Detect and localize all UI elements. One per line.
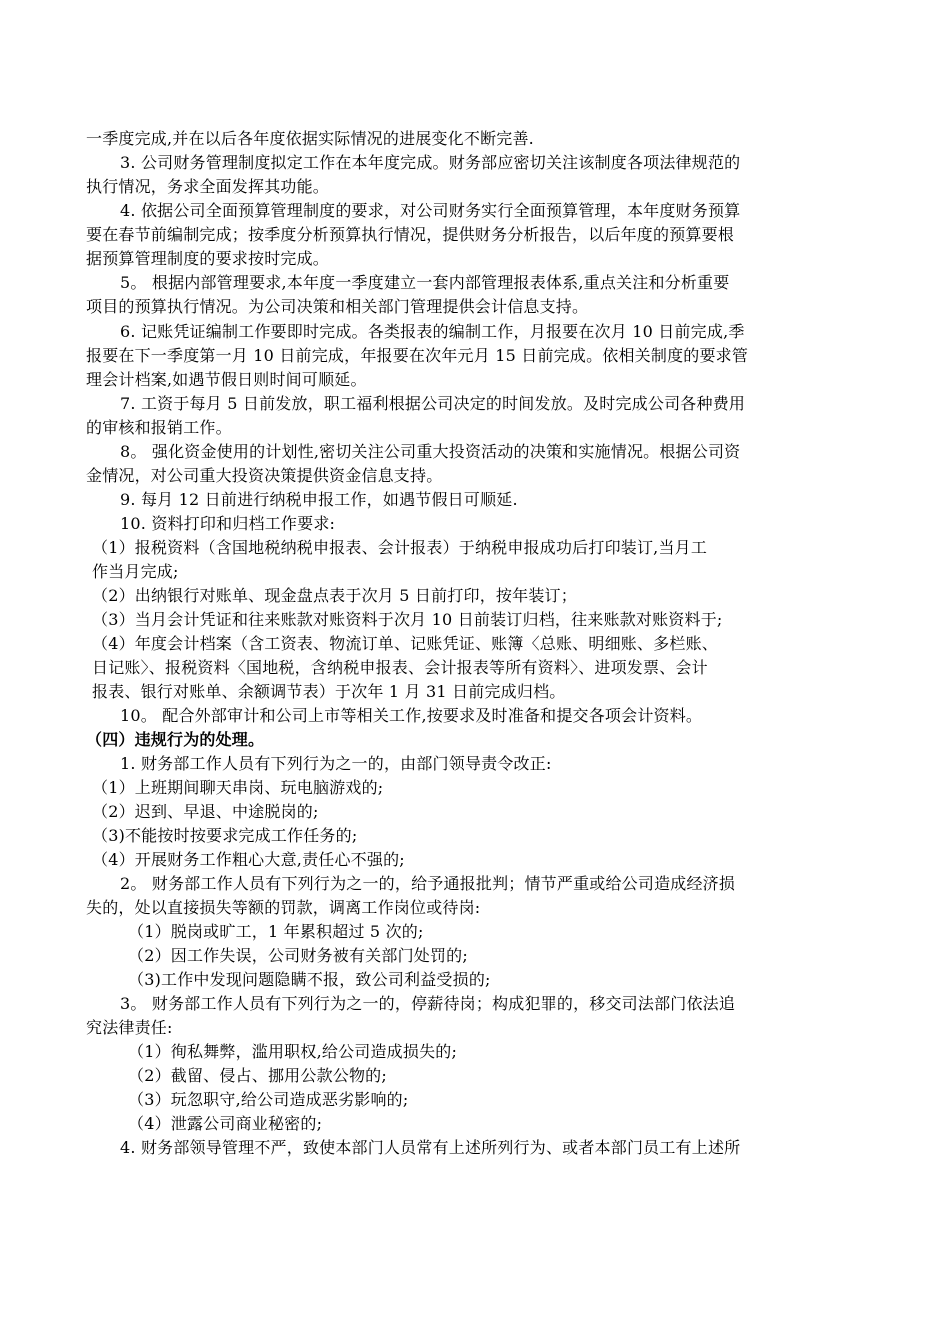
- text-line: 4. 财务部领导管理不严，致使本部门人员常有上述所列行为、或者本部门员工有上述所: [120, 1138, 741, 1157]
- text-line: （4）泄露公司商业秘密的;: [128, 1114, 323, 1133]
- text-line: 项目的预算执行情况。为公司决策和相关部门管理提供会计信息支持。: [86, 297, 589, 316]
- text-line: 4. 依据公司全面预算管理制度的要求，对公司财务实行全面预算管理，本年度财务预算: [120, 201, 741, 220]
- text-line: （3)不能按时按要求完成工作任务的;: [92, 826, 358, 845]
- text-line: 2。 财务部工作人员有下列行为之一的，给予通报批判；情节严重或给公司造成经济损: [120, 874, 736, 893]
- text-line: （2）因工作失误，公司财务被有关部门处罚的;: [128, 946, 468, 965]
- text-line: （2）迟到、早退、中途脱岗的;: [92, 802, 319, 821]
- text-line: （4）年度会计档案（含工资表、物流订单、记账凭证、账簿〈总账、明细账、多栏账、: [92, 634, 718, 653]
- text-line: （2）出纳银行对账单、现金盘点表于次月 5 日前打印，按年装订；: [92, 586, 577, 605]
- text-line: （3)工作中发现问题隐瞒不报，致公司利益受损的;: [128, 970, 491, 989]
- text-line: 9. 每月 12 日前进行纳税申报工作，如遇节假日可顺延.: [120, 490, 518, 509]
- text-line: 理会计档案,如遇节假日则时间可顺延。: [86, 370, 367, 389]
- text-line: 要在春节前编制完成；按季度分析预算执行情况，提供财务分析报告，以后年度的预算要根: [86, 225, 735, 244]
- text-line: （1）脱岗或旷工，1 年累积超过 5 次的;: [128, 922, 424, 941]
- text-line: 究法律责任:: [86, 1018, 173, 1037]
- text-line: 报要在下一季度第一月 10 日前完成，年报要在次年元月 15 日前完成。依相关制度的要求管: [86, 346, 749, 365]
- text-line: （2）截留、侵占、挪用公款公物的;: [128, 1066, 387, 1085]
- text-line: 一季度完成,并在以后各年度依据实际情况的进展变化不断完善.: [86, 129, 534, 148]
- text-line: 的审核和报销工作。: [86, 418, 232, 437]
- text-line: （3）玩忽职守,给公司造成恶劣影响的;: [128, 1090, 409, 1109]
- text-line: 10. 资料打印和归档工作要求:: [120, 514, 336, 533]
- text-line: 日记账〉、报税资料〈国地税，含纳税申报表、会计报表等所有资料〉、进项发票、会计: [92, 658, 708, 677]
- text-line: （4）开展财务工作粗心大意,责任心不强的;: [92, 850, 405, 869]
- text-line: （3）当月会计凭证和往来账款对账资料于次月 10 日前装订归档，往来账款对账资料于;: [92, 610, 723, 629]
- text-line: （1）徇私舞弊，滥用职权,给公司造成损失的;: [128, 1042, 458, 1061]
- text-line: 失的，处以直接损失等额的罚款，调离工作岗位或待岗:: [86, 898, 481, 917]
- text-line: 3. 公司财务管理制度拟定工作在本年度完成。财务部应密切关注该制度各项法律规范的: [120, 153, 741, 172]
- text-line: 7. 工资于每月 5 日前发放，职工福利根据公司决定的时间发放。及时完成公司各种费用: [120, 394, 746, 413]
- text-line: 6. 记账凭证编制工作要即时完成。各类报表的编制工作，月报要在次月 10 日前完成,季: [120, 322, 745, 341]
- text-line: 5。 根据内部管理要求,本年度一季度建立一套内部管理报表体系,重点关注和分析重要: [120, 273, 730, 292]
- text-line: （1）报税资料（含国地税纳税申报表、会计报表）于纳税申报成功后打印装订,当月工: [92, 538, 708, 557]
- section-heading: （四）违规行为的处理。: [86, 730, 265, 749]
- text-line: 金情况，对公司重大投资决策提供资金信息支持。: [86, 466, 443, 485]
- text-line: 作当月完成;: [92, 562, 179, 581]
- text-line: 据预算管理制度的要求按时完成。: [86, 249, 330, 268]
- text-line: 报表、银行对账单、余额调节表）于次年 1 月 31 日前完成归档。: [92, 682, 566, 701]
- text-line: 执行情况，务求全面发挥其功能。: [86, 177, 330, 196]
- text-line: 8。 强化资金使用的计划性,密切关注公司重大投资活动的决策和实施情况。根据公司资: [120, 442, 741, 461]
- text-line: 10。 配合外部审计和公司上市等相关工作,按要求及时准备和提交各项会计资料。: [120, 706, 703, 725]
- text-line: 3。 财务部工作人员有下列行为之一的，停薪待岗；构成犯罪的，移交司法部门依法追: [120, 994, 736, 1013]
- text-line: 1. 财务部工作人员有下列行为之一的，由部门领导责令改正:: [120, 754, 552, 773]
- text-line: （1）上班期间聊天串岗、玩电脑游戏的;: [92, 778, 384, 797]
